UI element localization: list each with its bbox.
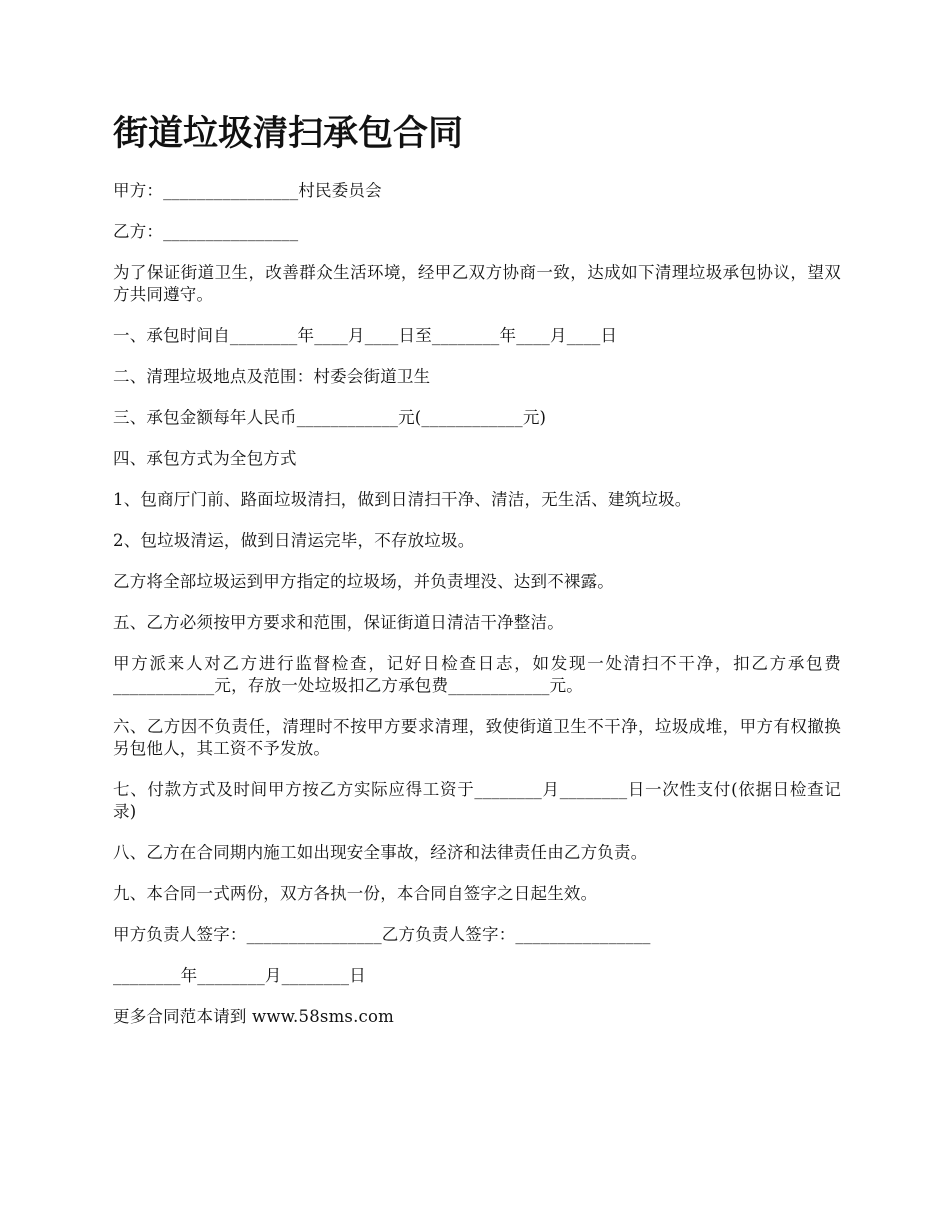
party-b-line: 乙方：________________ [113,222,299,241]
document-title: 街道垃圾清扫承包合同 [113,113,464,154]
clause-3-amount: 三、承包金额每年人民币____________元(____________元) [113,408,547,427]
clause-4-item-2: 2、包垃圾清运，做到日清运完毕，不存放垃圾。 [113,531,475,550]
date-line: ________年________月________日 [113,966,366,985]
footer-note: 更多合同范本请到 www.58sms.com [113,1007,394,1026]
clause-7-payment: 七、付款方式及时间甲方按乙方实际应得工资于________月________日一次性支付(依据日检查记录) [113,780,841,821]
clause-1-term: 一、承包时间自________年____月____日至________年____月____日 [113,326,618,345]
clause-6-liability: 六、乙方因不负责任，清理时不按甲方要求清理，致使街道卫生不干净，垃圾成堆，甲方有权撤换另包他人，其工资不予发放。 [113,717,841,758]
clause-8-safety: 八、乙方在合同期内施工如出现安全事故，经济和法律责任由乙方负责。 [113,843,648,862]
clause-4-item-1: 1、包商厅门前、路面垃圾清扫，做到日清扫干净、清洁，无生活、建筑垃圾。 [113,490,692,509]
clause-2-scope: 二、清理垃圾地点及范围：村委会街道卫生 [113,367,431,386]
signature-line: 甲方负责人签字：________________乙方负责人签字：________________ [113,925,651,944]
party-a-line: 甲方：________________村民委员会 [113,181,382,200]
clause-4-method: 四、承包方式为全包方式 [113,449,297,468]
clause-5-requirement: 五、乙方必须按甲方要求和范围，保证街道日清洁干净整洁。 [113,613,564,632]
contract-document [113,112,841,1047]
preamble-paragraph: 为了保证街道卫生，改善群众生活环境，经甲乙双方协商一致，达成如下清理垃圾承包协议，望双方共同遵守。 [113,263,841,304]
clause-5-inspection: 甲方派来人对乙方进行监督检查，记好日检查日志，如发现一处清扫不干净，扣乙方承包费____________元，存放一处垃圾扣乙方承包费____________元。 [113,654,841,695]
clause-4-note: 乙方将全部垃圾运到甲方指定的垃圾场，并负责埋没、达到不裸露。 [113,572,614,591]
clause-9-effect: 九、本合同一式两份，双方各执一份，本合同自签字之日起生效。 [113,884,598,903]
